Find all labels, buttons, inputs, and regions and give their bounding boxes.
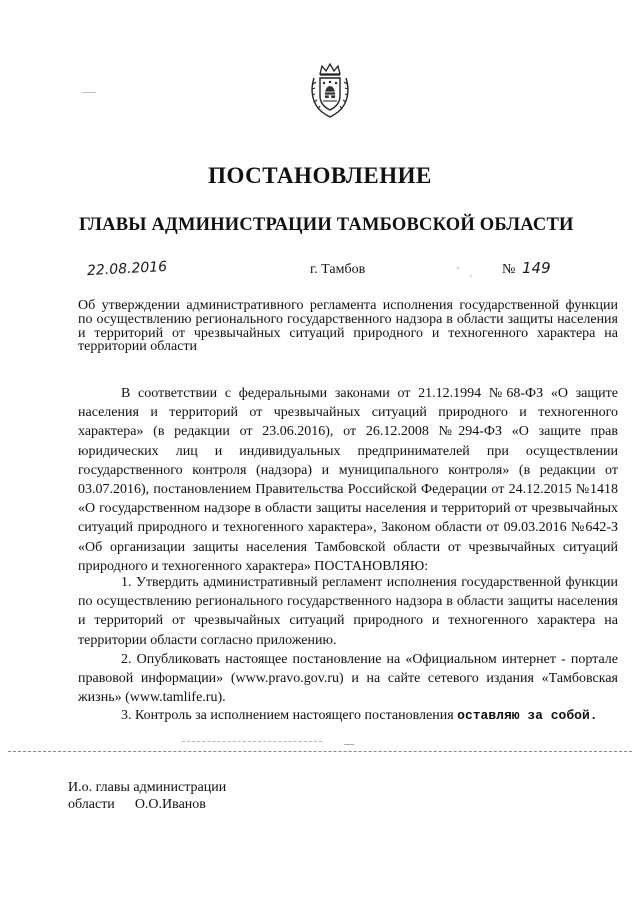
decree-item-3-text: 3. Контроль за исполнением настоящего постановления (121, 708, 454, 723)
decree-item-3-typed-insert: оставляю за собой. (457, 708, 598, 723)
decree-subject: Об утверждении административного регламента исполнения государственной функции по осуществлению регионального государственного надзора в области защиты населения и территорий от чрезвычайных ситуаций природного и техногенного характера на территории области (78, 298, 618, 355)
signer-position-region: области (68, 797, 115, 812)
preamble-paragraph: В соответствии с федеральными законами от 21.12.1994 №68-ФЗ «О защите населения и территорий от чрезвычайных ситуаций природного и техногенного характера» (в редакции от 23.06.2016), от 26.12.2008 №294-ФЗ «О защите прав юридических лиц и индивидуальных предпринимателей при осуществлении государственного контроля (надзора) и муниципального контроля» (в редакции от 03.07.2016), постановлением Правительства Российской Федерации от 24.12.2015 №1418 «О государственном надзоре в области защиты населения и территорий от чрезвычайных ситуаций природного и техногенного характера», Законом области от 09.03.2016 №642-З «Об организации защиты населения Тамбовской области от чрезвычайных ситуаций природного и техногенного характера» ПОСТАНОВЛЯЮ: (78, 386, 618, 574)
number-label: № (502, 262, 516, 277)
decree-item-1: 1. Утвердить административный регламент исполнения государственной функции по осуществлению регионального государственного надзора в области защиты населения и территорий от чрезвычайных ситуаций природного и техногенного характера на территории области согласно приложению. (78, 575, 618, 648)
decree-item-2: 2. Опубликовать настоящее постановление на «Официальном интернет - портале правовой информации» (www.pravo.gov.ru) и на сайте сетевого издания «Тамбовская жизнь» (www.tamlife.ru). (78, 652, 618, 706)
handwritten-date: 22.08.2016 (86, 258, 168, 280)
handwritten-number: 149 (522, 259, 551, 277)
issue-city: г. Тамбов (310, 262, 366, 277)
document-title: ПОСТАНОВЛЕНИЕ (208, 163, 432, 188)
signer-position-line1: И.о. главы администрации (68, 780, 227, 795)
signer-name: О.О.Иванов (134, 797, 206, 812)
document-issuer: ГЛАВЫ АДМИНИСТРАЦИИ ТАМБОВСКОЙ ОБЛАСТИ (79, 215, 574, 235)
